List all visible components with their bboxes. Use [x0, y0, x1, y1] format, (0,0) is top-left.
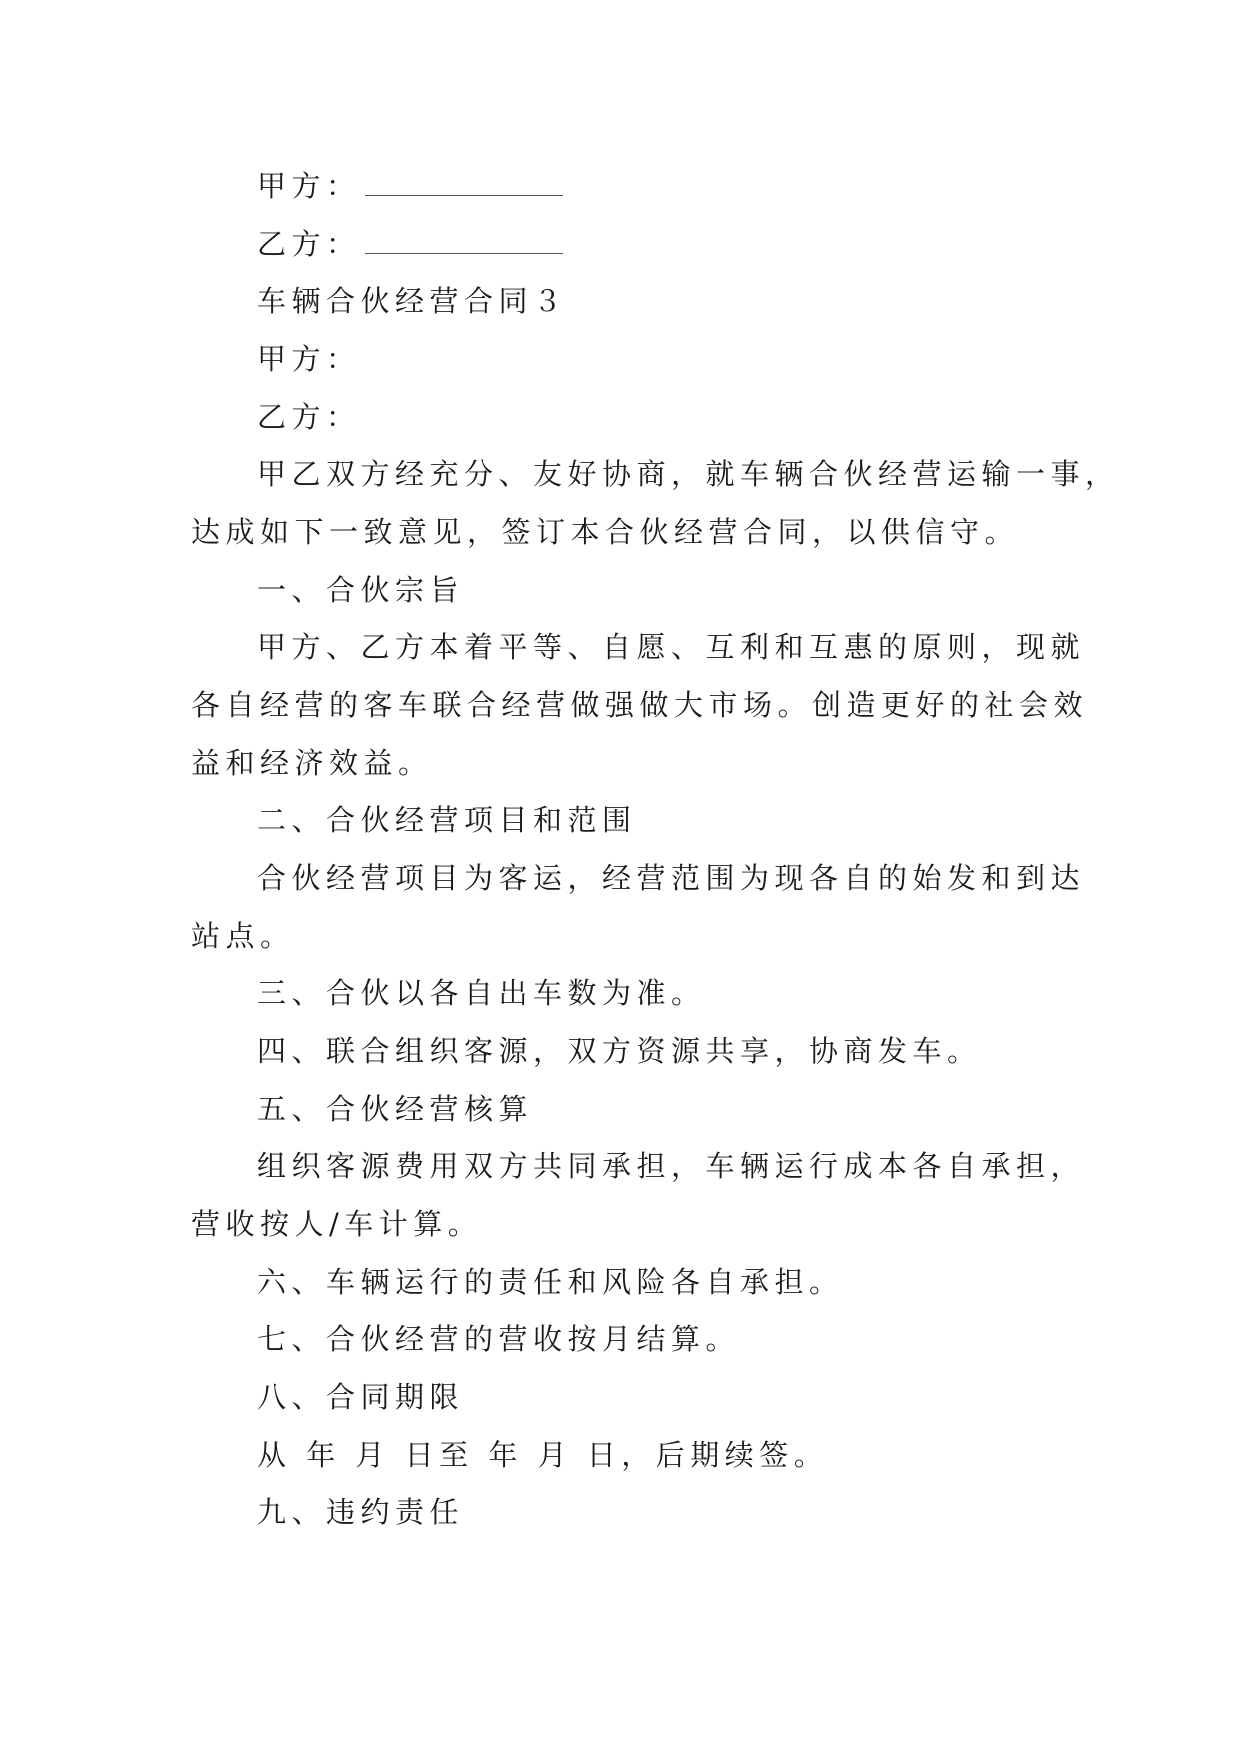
section-1-line-1: 甲方、乙方本着平等、自愿、互利和互惠的原则，现就: [257, 630, 1086, 664]
section-6: 六、车辆运行的责任和风险各自承担。: [257, 1265, 844, 1299]
section-1-heading: 一、合伙宗旨: [257, 573, 465, 607]
party-a-signature-label: 甲方：: [257, 169, 361, 203]
section-7: 七、合伙经营的营收按月结算。: [257, 1322, 741, 1356]
section-4: 四、联合组织客源，双方资源共享，协商发车。: [257, 1034, 982, 1068]
section-5-line-2: 营收按人/车计算。: [191, 1207, 483, 1241]
party-a-label: 甲方：: [257, 342, 361, 376]
section-9-heading: 九、违约责任: [257, 1495, 465, 1529]
section-5-heading: 五、合伙经营核算: [257, 1092, 534, 1126]
intro-line-1: 甲乙双方经充分、友好协商，就车辆合伙经营运输一事，: [257, 457, 1120, 491]
party-a-signature-line: [257, 169, 1137, 203]
party-b-signature-line: [257, 227, 1137, 261]
section-2-line-1: 合伙经营项目为客运，经营范围为现各自的始发和到达: [257, 861, 1086, 895]
party-b-signature-label: 乙方：: [257, 227, 361, 261]
party-b-signature-blank: [365, 233, 563, 254]
section-8-heading: 八、合同期限: [257, 1380, 465, 1414]
section-1-line-2: 各自经营的客车联合经营做强做大市场。创造更好的社会效: [191, 688, 1089, 722]
party-b-label: 乙方：: [257, 400, 361, 434]
party-a-signature-blank: [365, 175, 563, 196]
contract-title: 车辆合伙经营合同３: [257, 284, 568, 318]
section-5-line-1: 组织客源费用双方共同承担，车辆运行成本各自承担，: [257, 1149, 1086, 1183]
section-8-line-1: 从 年 月 日至 年 月 日，后期续签。: [257, 1438, 829, 1472]
section-3: 三、合伙以各自出车数为准。: [257, 976, 706, 1010]
section-2-heading: 二、合伙经营项目和范围: [257, 803, 637, 837]
section-2-line-2: 站点。: [191, 919, 295, 953]
section-1-line-3: 益和经济效益。: [191, 746, 433, 780]
intro-line-2: 达成如下一致意见，签订本合伙经营合同，以供信守。: [191, 515, 1020, 549]
